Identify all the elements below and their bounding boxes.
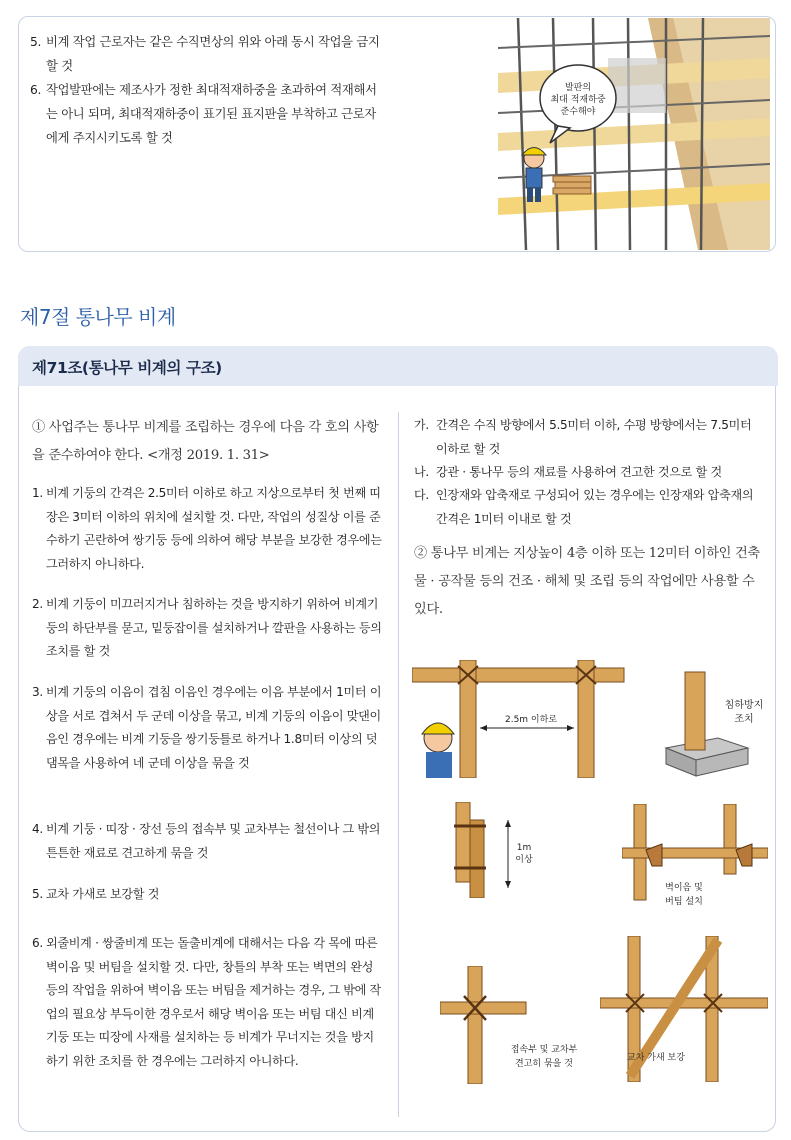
overlap-label-2: 이상 bbox=[515, 855, 533, 865]
item-number: 나. bbox=[414, 465, 429, 479]
article-title: 제71조(통나무 비계의 구조) bbox=[32, 359, 222, 377]
item-number: 2. bbox=[32, 597, 43, 611]
item-number: 가. bbox=[414, 418, 429, 432]
left-item-1 bbox=[32, 482, 382, 576]
figure-cross-brace bbox=[600, 936, 768, 1082]
left-item-6 bbox=[32, 932, 382, 1073]
bubble-text-2: 최대 적재하중 bbox=[550, 95, 606, 105]
item-number: 5. bbox=[30, 35, 42, 49]
item-number: 6. bbox=[30, 83, 42, 97]
anti-sink-label-2: 조치 bbox=[734, 714, 754, 725]
joint-label-1: 접속부 및 교차부 bbox=[510, 1045, 578, 1055]
left-item-5 bbox=[32, 883, 382, 907]
joint-label-2: 견고히 묶을 것 bbox=[515, 1059, 573, 1069]
item-text: 인장재와 압축재로 구성되어 있는 경우에는 인장재와 압축재의 간격은 1미터 이내로 할 것 bbox=[436, 488, 754, 526]
figure-joint-binding bbox=[440, 966, 588, 1084]
paragraph-1: ① 사업주는 통나무 비계를 조립하는 경우에 다음 각 호의 사항을 준수하여야 한다. <개정 2019. 1. 31> bbox=[32, 420, 379, 463]
item-text: 외줄비계 · 쌍줄비계 또는 돌출비계에 대해서는 다음 각 목에 따른 벽이음 및 버팀을 설치할 것. 다만, 창틀의 부착 또는 벽면의 완성 등의 작업을 위하여 벽이음 또는 버팀을 제거하는 경우, 그 밖에 작업의 필요상 부득이한 경우로서 해당 벽이음 또는 버팀 대신 비계기둥 또는 띠장에 사재를 설치하는 등 비계가 무너지는 것을 방지하기 위한 조치를 한 경우에는 그러하지 아니하다. bbox=[46, 936, 381, 1068]
item-number: 다. bbox=[414, 488, 429, 502]
paragraph-2: ② 통나무 비계는 지상높이 4층 이하 또는 12미터 이하인 건축물 · 공작물 등의 건조 · 해체 및 조립 등의 작업에만 사용할 수 있다. bbox=[414, 546, 760, 617]
right-subitem-da bbox=[414, 484, 766, 531]
item-text: 교차 가새로 보강할 것 bbox=[46, 887, 160, 901]
overlap-label-1: 1m bbox=[516, 843, 532, 853]
item-number: 4. bbox=[32, 822, 43, 836]
figure-wall-tie bbox=[622, 804, 768, 908]
right-subitem-ga bbox=[414, 414, 766, 461]
item-number: 5. bbox=[32, 887, 43, 901]
item-text: 간격은 수직 방향에서 5.5미터 이하, 수평 방향에서는 7.5미터 이하로 할 것 bbox=[436, 418, 752, 456]
figure-anti-sinking bbox=[652, 668, 768, 790]
wall-tie-label-1: 벽이음 및 bbox=[665, 883, 703, 893]
item-text: 비계 기둥이 미끄러지거나 침하하는 것을 방지하기 위하여 비계기둥의 하단부를 묻고, 밑둥잡이를 설치하거나 깔판을 사용하는 등의 조치를 할 것 bbox=[46, 597, 382, 658]
left-item-3 bbox=[32, 681, 382, 775]
wall-tie-label-2: 버팀 설치 bbox=[665, 897, 703, 907]
bubble-text-1: 발판의 bbox=[564, 83, 592, 93]
bubble-text-3: 준수해야 bbox=[560, 107, 596, 117]
spacing-label: 2.5m 이하로 bbox=[504, 715, 558, 725]
item-text: 비계 작업 근로자는 같은 수직면상의 위와 아래 동시 작업을 금지할 것 bbox=[46, 35, 380, 73]
column-divider bbox=[398, 412, 399, 1117]
figure-spacing bbox=[412, 660, 628, 778]
item-text: 비계 기둥 · 띠장 · 장선 등의 접속부 및 교차부는 철선이나 그 밖의 튼튼한 재료로 견고하게 묶을 것 bbox=[46, 822, 381, 860]
item-number: 6. bbox=[32, 936, 43, 950]
item-text: 작업발판에는 제조사가 정한 최대적재하중을 초과하여 적재해서는 아니 되며, 최대적재하중이 표기된 표지판을 부착하고 근로자에게 주지시키도록 할 것 bbox=[46, 83, 377, 145]
scaffold-worker-illustration bbox=[498, 18, 770, 250]
item-number: 1. bbox=[32, 486, 43, 500]
cross-brace-label: 교차 가새 보강 bbox=[627, 1053, 685, 1063]
right-subitem-na bbox=[414, 461, 766, 485]
item-number: 3. bbox=[32, 685, 43, 699]
top-item-6 bbox=[30, 78, 380, 150]
item-text: 강관 · 통나무 등의 재료를 사용하여 견고한 것으로 할 것 bbox=[436, 465, 722, 479]
left-item-4 bbox=[32, 818, 382, 865]
section-title: 제7절 통나무 비계 bbox=[20, 305, 176, 329]
top-item-5 bbox=[30, 30, 380, 78]
left-item-2 bbox=[32, 593, 382, 664]
item-text: 비계 기둥의 간격은 2.5미터 이하로 하고 지상으로부터 첫 번째 띠장은 3미터 이하의 위치에 설치할 것. 다만, 작업의 성질상 이를 준수하기 곤란하여 쌍기둥 등에 의하여 해당 부분을 보강한 경우에는 그러하지 아니하다. bbox=[46, 486, 382, 571]
anti-sink-label-1: 침하방지 bbox=[724, 700, 764, 711]
item-text: 비계 기둥의 이음이 겹침 이음인 경우에는 이음 부분에서 1미터 이상을 서로 겹쳐서 두 군데 이상을 묶고, 비계 기둥의 이음이 맞댄이음인 경우에는 비계 기둥을 쌍기둥틀로 하거나 1.8미터 이상의 덧댐목을 사용하여 네 군데 이상을 묶을 것 bbox=[46, 685, 382, 770]
figure-overlap bbox=[450, 802, 540, 898]
